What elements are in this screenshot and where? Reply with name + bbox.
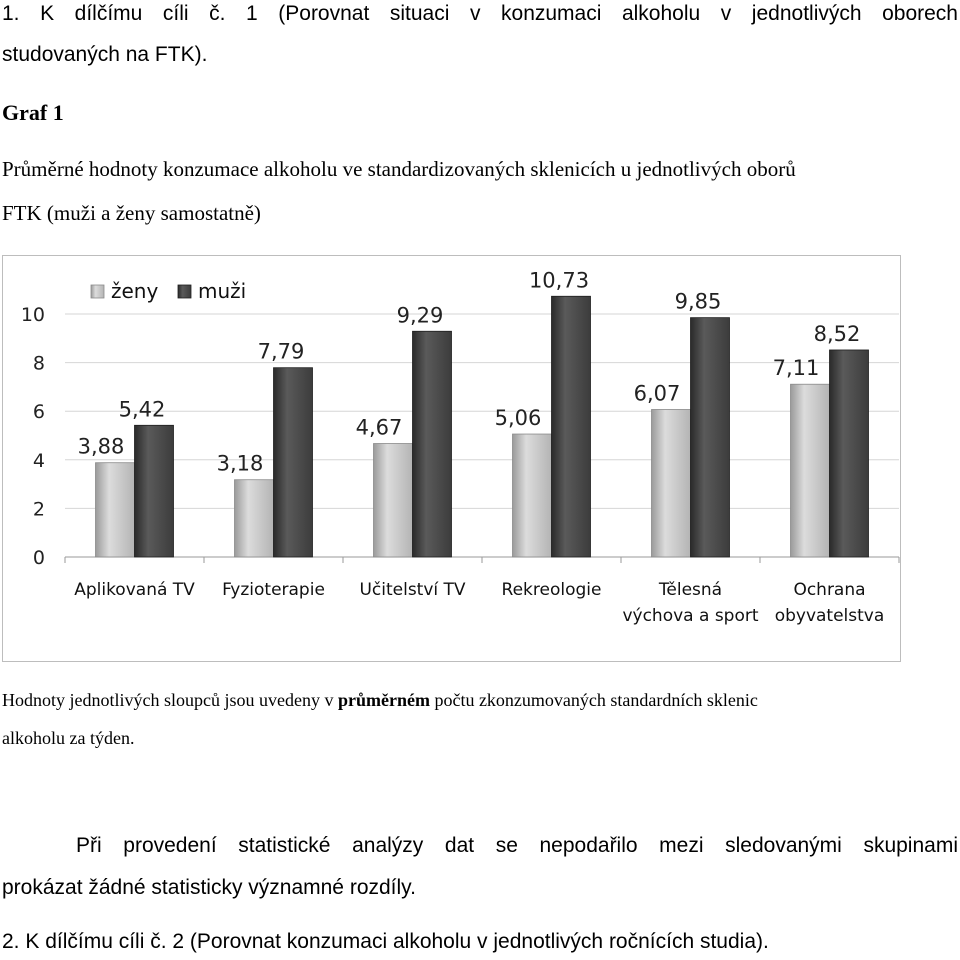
note-text-before: Hodnoty jednotlivých sloupců jsou uvedeny v [2, 690, 338, 710]
category-label: Tělesná [658, 580, 723, 600]
bar-muzi [274, 368, 313, 557]
bar-chart [2, 255, 901, 662]
bar-zeny [374, 444, 413, 557]
bar-zeny [513, 434, 552, 557]
note-line2: alkoholu za týden. [2, 728, 135, 748]
legend-label: ženy [111, 279, 159, 303]
section1-line2: studovaných na FTK). [2, 43, 208, 66]
y-tick-label: 10 [20, 304, 45, 326]
bar-muzi [552, 296, 591, 557]
y-tick-label: 0 [32, 547, 45, 569]
data-label: 5,06 [494, 406, 542, 431]
analysis-line1: Při provedení statistické analýzy dat se nepodařilo mezi sledovanými skupinami [76, 834, 958, 857]
note-line1 [2, 690, 958, 711]
data-label: 5,42 [118, 397, 166, 422]
y-tick-label: 6 [32, 401, 45, 424]
bar-zeny [235, 480, 274, 557]
bar-muzi [135, 425, 174, 557]
category-label: obyvatelstva [774, 606, 885, 626]
bar-zeny [791, 384, 830, 557]
section1-line1: 1. K dílčímu cíli č. 1 (Porovnat situaci v konzumaci alkoholu v jednotlivých oborech [2, 2, 958, 25]
data-label: 3,88 [77, 434, 125, 459]
category-label: Učitelství TV [359, 580, 466, 600]
data-label: 4,67 [355, 415, 403, 440]
data-label: 9,85 [674, 289, 722, 314]
y-tick-label: 4 [32, 449, 45, 472]
category-label: Aplikovaná TV [74, 580, 195, 600]
data-label: 3,18 [216, 451, 264, 476]
category-label: Ochrana [793, 580, 866, 600]
analysis-line2: prokázat žádné statisticky významné rozdíly. [2, 876, 416, 899]
y-tick-label: 2 [32, 498, 45, 521]
legend-label: muži [198, 279, 247, 303]
chart-canvas [3, 256, 902, 663]
bar-zeny [652, 409, 691, 557]
data-label: 7,11 [772, 356, 820, 381]
note-text-bold: průměrném [337, 690, 430, 710]
bar-muzi [691, 318, 730, 557]
bar-muzi [413, 331, 452, 557]
bar-zeny [96, 463, 135, 557]
category-label: Fyzioterapie [222, 580, 325, 600]
data-label: 6,07 [633, 381, 681, 406]
category-label: výchova a sport [622, 606, 759, 626]
y-tick-label: 8 [32, 352, 45, 375]
graph-label: Graf 1 [2, 100, 64, 125]
category-label: Rekreologie [501, 580, 602, 600]
note-text-after: počtu zkonzumovaných standardních sklenic [429, 690, 758, 710]
data-label: 7,79 [257, 339, 305, 364]
legend-swatch-muzi [178, 285, 191, 298]
caption-line2: FTK (muži a ženy samostatně) [2, 201, 261, 225]
data-label: 10,73 [528, 268, 590, 293]
data-label: 8,52 [813, 321, 861, 346]
caption-line1: Průměrné hodnoty konzumace alkoholu ve standardizovaných sklenicích u jednotlivých oborů [2, 157, 796, 181]
bar-muzi [830, 350, 869, 557]
section2-line1: 2. K dílčímu cíli č. 2 (Porovnat konzumaci alkoholu v jednotlivých ročnících studia). [2, 930, 769, 953]
legend-swatch-zeny [91, 285, 104, 298]
data-label: 9,29 [396, 303, 444, 328]
